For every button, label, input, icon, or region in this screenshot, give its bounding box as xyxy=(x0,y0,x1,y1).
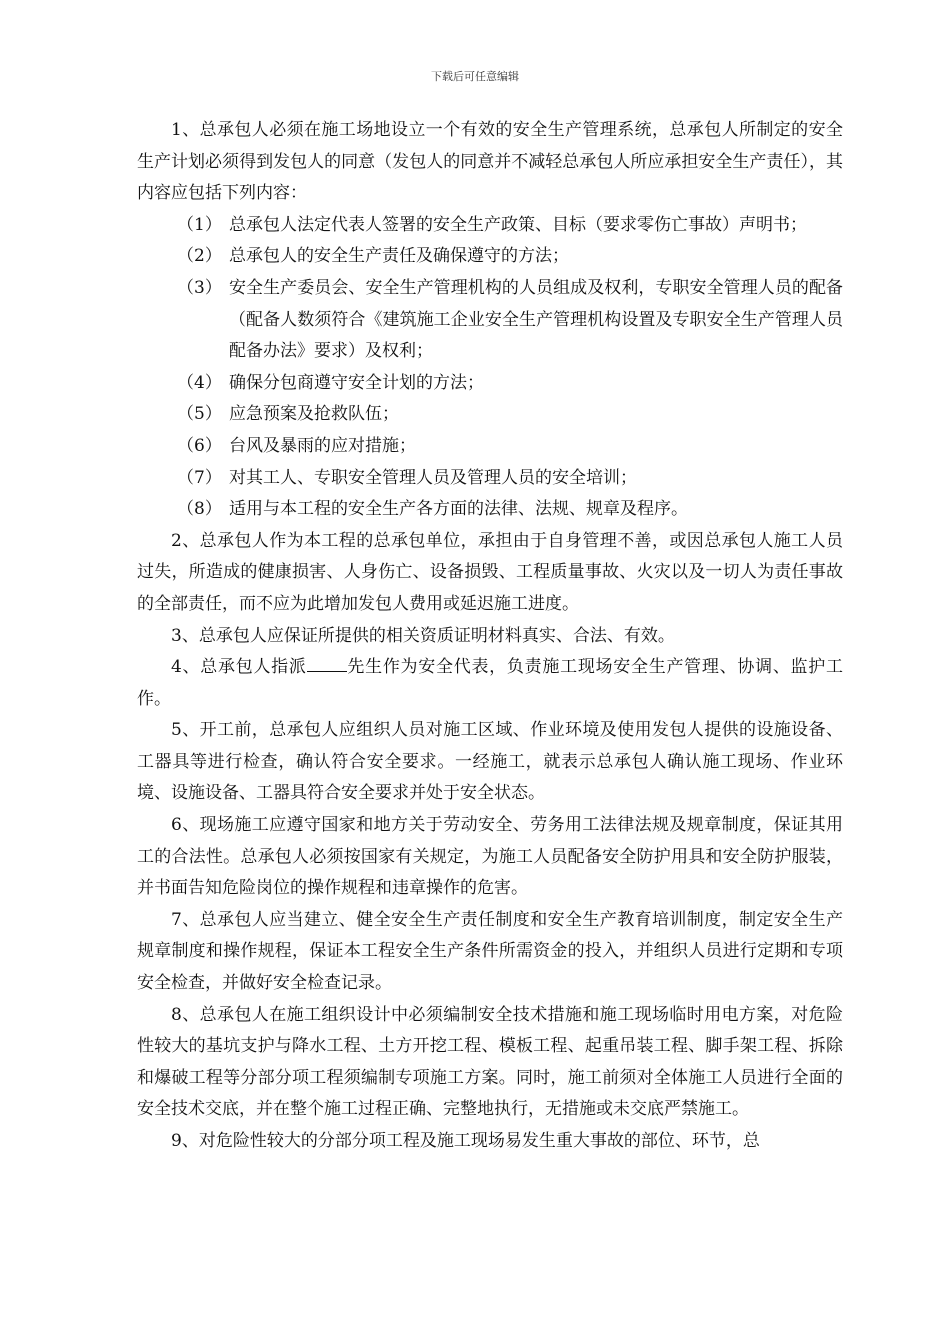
clause-7: 7、总承包人应当建立、健全安全生产责任制度和安全生产教育培训制度，制定安全生产规章制度和操作规程，保证本工程安全生产条件所需资金的投入，并组织人员进行定期和专项安全检查，并做好安全检查记录。 xyxy=(137,909,843,994)
blank-underline xyxy=(307,653,347,672)
clause-4 xyxy=(137,652,843,715)
list-item xyxy=(137,210,843,242)
list-item-text: 安全生产委员会、安全生产管理机构的人员组成及权利，专职安全管理人员的配备（配备人数须符合《建筑施工企业安全生产管理机构设置及专职安全生产管理人员配备办法》要求）及权利； xyxy=(229,277,843,362)
list-item-number: （2） xyxy=(177,246,222,267)
clause-2: 2、总承包人作为本工程的总承包单位，承担由于自身管理不善，或因总承包人施工人员过失，所造成的健康损害、人身伤亡、设备损毁、工程质量事故、火灾以及一切人为责任事故的全部责任，而不应为此增加发包人费用或延迟施工进度。 xyxy=(137,530,843,614)
list-item-number: （3） xyxy=(177,277,222,298)
list-item-text: 适用与本工程的安全生产各方面的法律、法规、规章及程序。 xyxy=(229,499,688,520)
list-item-number: （4） xyxy=(177,372,222,393)
list-item-text: 确保分包商遵守安全计划的方法； xyxy=(229,372,484,393)
list-item-number: （8） xyxy=(177,499,222,520)
page-header: 下载后可任意编辑 xyxy=(431,70,519,83)
clause-6: 6、现场施工应遵守国家和地方关于劳动安全、劳务用工法律法规及规章制度，保证其用工的合法性。总承包人必须按国家有关规定，为施工人员配备安全防护用具和安全防护服装，并书面告知危险岗位的操作规程和违章操作的危害。 xyxy=(137,815,843,899)
list-item-text: 对其工人、专职安全管理人员及管理人员的安全培训； xyxy=(229,467,637,488)
list-item xyxy=(137,431,843,463)
list-item xyxy=(137,494,843,526)
clause-3: 3、总承包人应保证所提供的相关资质证明材料真实、合法、有效。 xyxy=(171,625,675,646)
list-item-number: （7） xyxy=(177,467,222,488)
list-item-text: 台风及暴雨的应对措施； xyxy=(229,435,416,456)
list-item-text: 总承包人的安全生产责任及确保遵守的方法； xyxy=(229,246,569,267)
list-item-text: 应急预案及抢救队伍； xyxy=(229,404,399,425)
list-item-number: （1） xyxy=(177,214,222,235)
list-item xyxy=(137,463,843,495)
document-body xyxy=(137,115,843,1158)
clause-4-after: 先生作为安全代表，负责施工现场安全生产管理、协调、监护工作。 xyxy=(137,657,843,709)
list-item xyxy=(137,241,843,273)
clause-4-before: 4、总承包人指派 xyxy=(171,657,307,678)
list-item-number: （6） xyxy=(177,435,222,456)
clause-1: 1、总承包人必须在施工场地设立一个有效的安全生产管理系统，总承包人所制定的安全生产计划必须得到发包人的同意（发包人的同意并不减轻总承包人所应承担安全生产责任），其内容应包括下列内容： xyxy=(137,120,843,204)
list-item xyxy=(137,368,843,400)
list-item xyxy=(137,399,843,431)
clause-5: 5、开工前，总承包人应组织人员对施工区域、作业环境及使用发包人提供的设施设备、工器具等进行检查，确认符合安全要求。一经施工，就表示总承包人确认施工现场、作业环境、设施设备、工器具符合安全要求并处于安全状态。 xyxy=(137,720,843,804)
list-item-text: 总承包人法定代表人签署的安全生产政策、目标（要求零伤亡事故）声明书； xyxy=(229,214,807,235)
list-item xyxy=(137,273,843,368)
clause-8: 8、总承包人在施工组织设计中必须编制安全技术措施和施工现场临时用电方案，对危险性较大的基坑支护与降水工程、土方开挖工程、模板工程、起重吊装工程、脚手架工程、拆除和爆破工程等分部分项工程须编制专项施工方案。同时，施工前须对全体施工人员进行全面的安全技术交底，并在整个施工过程正确、完整地执行，无措施或未交底严禁施工。 xyxy=(137,1004,843,1120)
clause-9: 9、对危险性较大的分部分项工程及施工现场易发生重大事故的部位、环节，总 xyxy=(171,1131,760,1151)
list-item-number: （5） xyxy=(177,404,222,425)
